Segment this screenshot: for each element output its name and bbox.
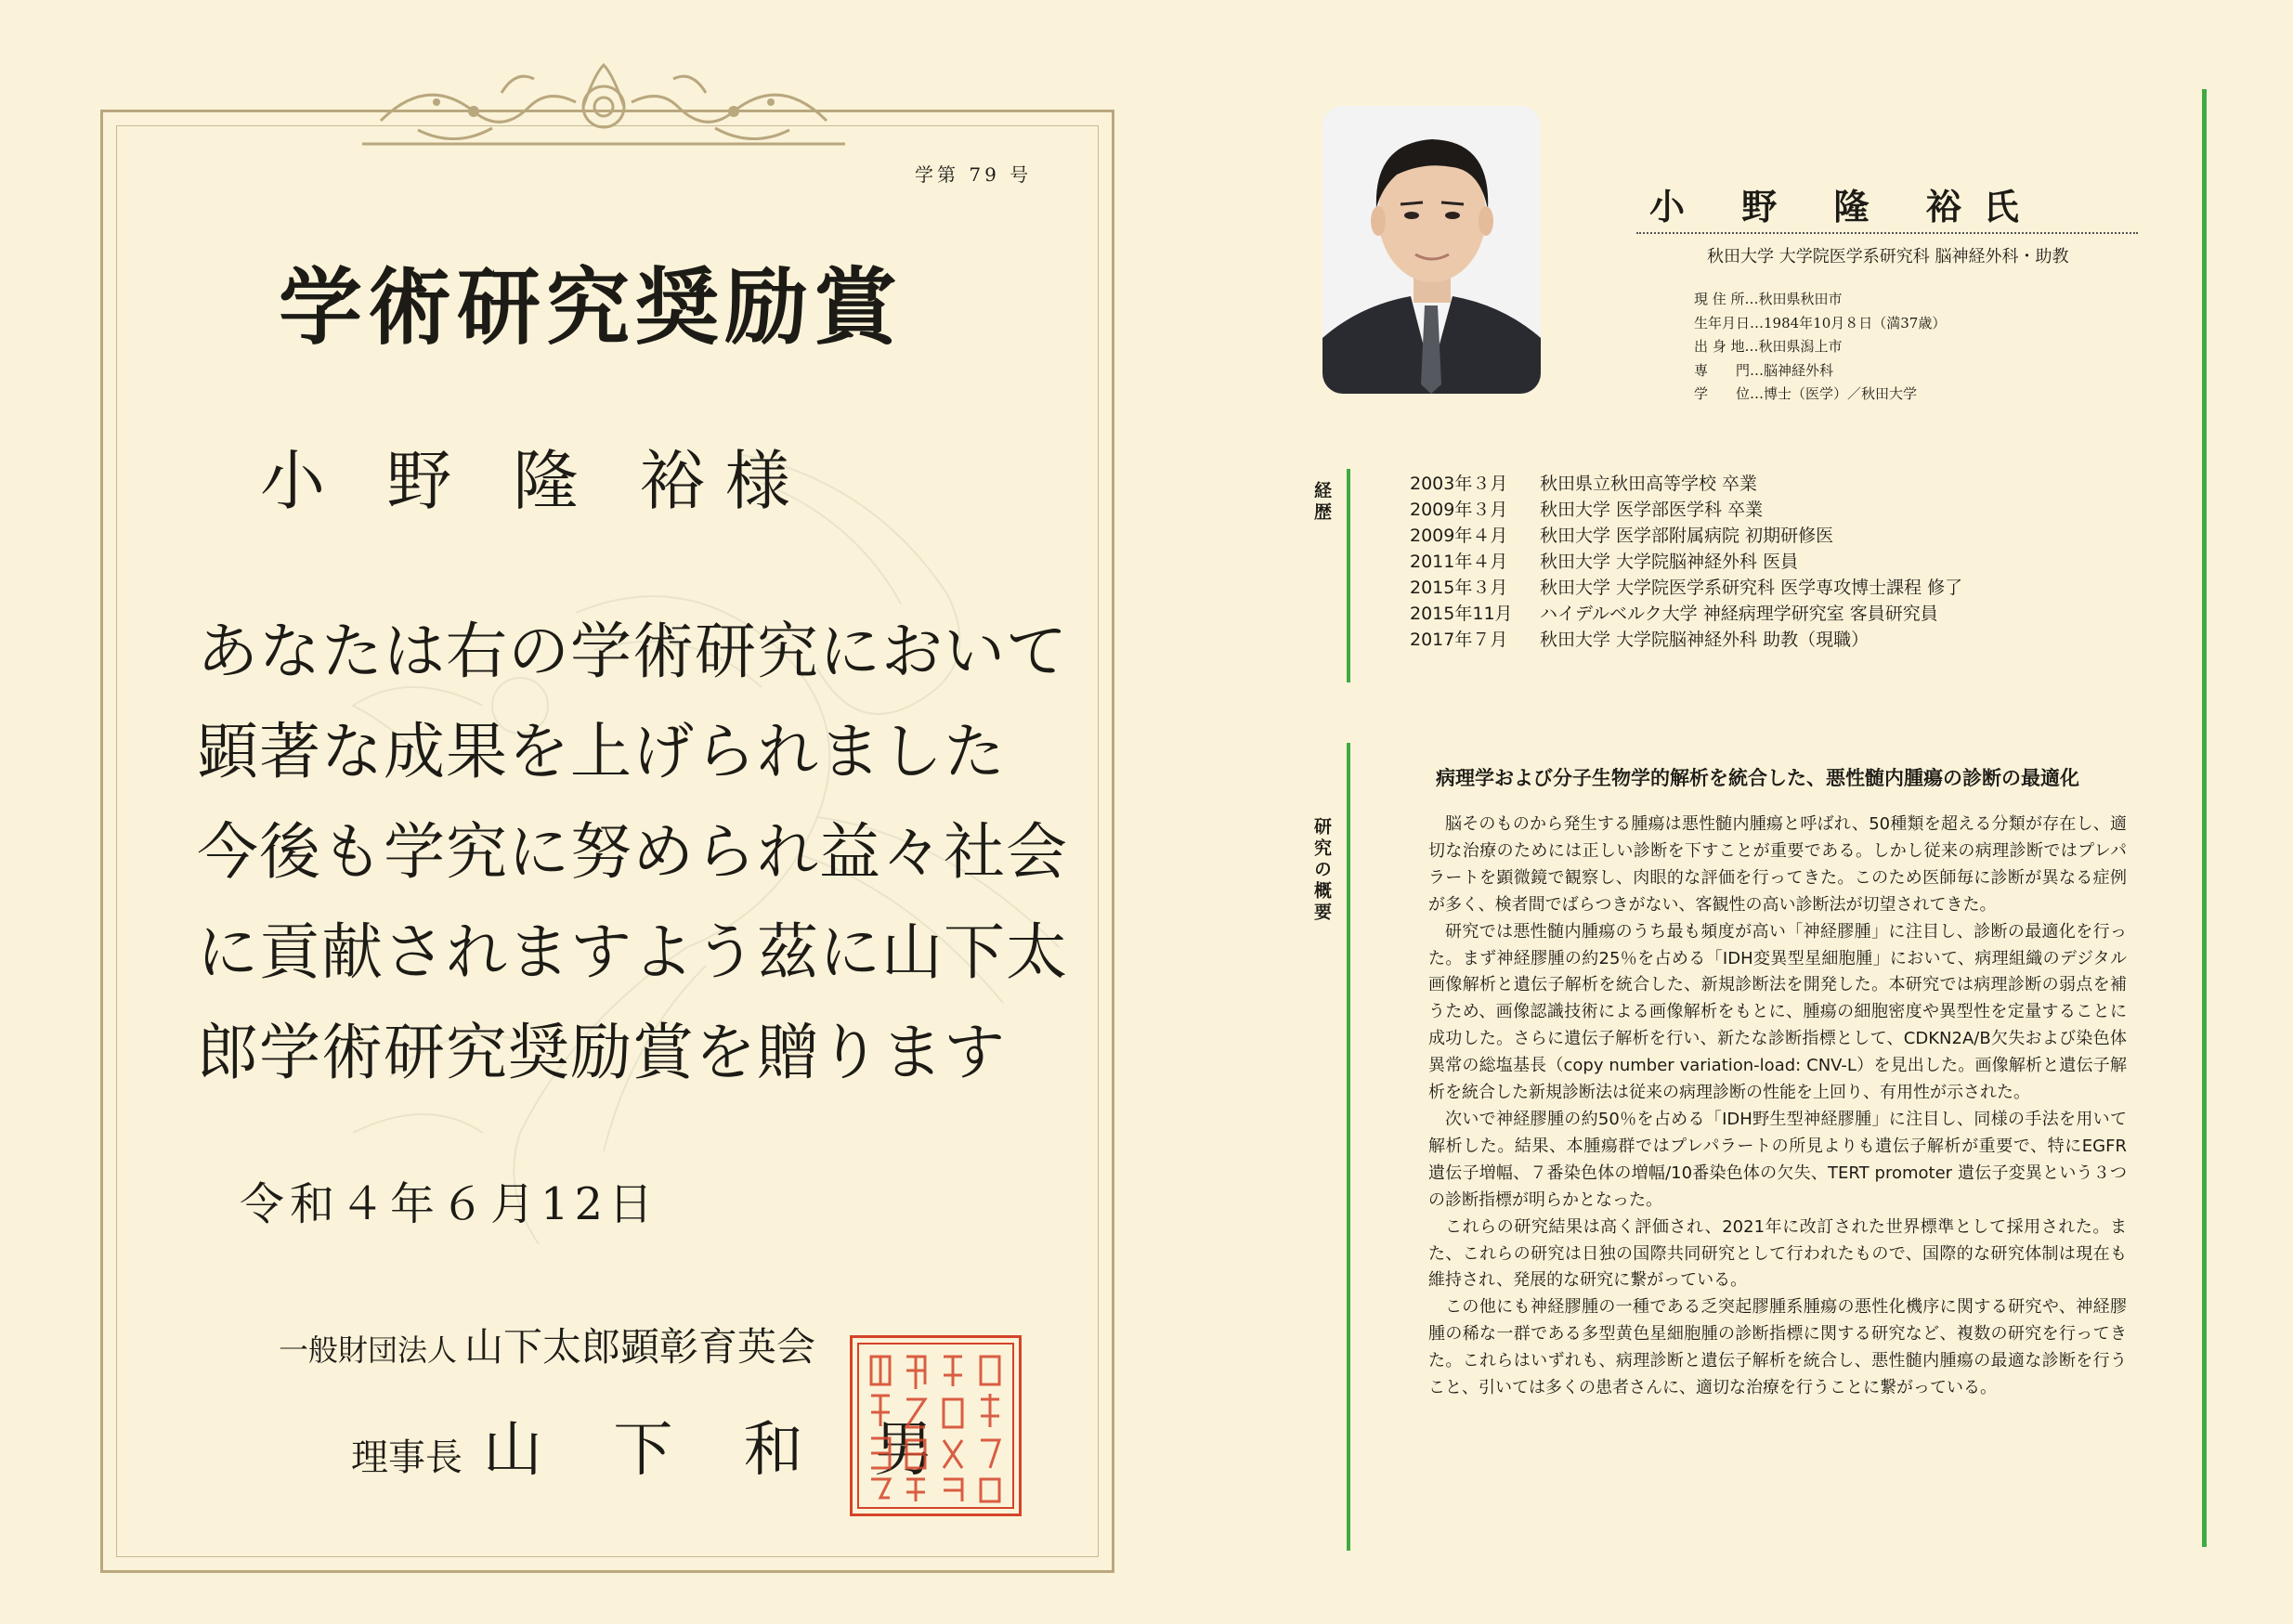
career-row: [1410, 523, 1962, 549]
career-text: 秋田県立秋田高等学校 卒業: [1540, 474, 1758, 494]
chair-name: 山 下 和 男: [483, 1416, 960, 1485]
career-date: 2015年11月: [1410, 604, 1513, 624]
career-text: ハイデルベルク大学 神経病理学研究室 客員研究員: [1540, 604, 1938, 624]
certificate-body: [197, 602, 1068, 1103]
portrait-photo: [1322, 106, 1541, 394]
frame-corner: [100, 1524, 150, 1573]
frame-corner: [1065, 110, 1114, 159]
research-paragraph: これらの研究結果は高く評価され、2021年に改訂された世界標準として採用された。また、これらの研究は日独の国際共同研究として行われたもので、国際的な研究体制は現在も維持され、発展的な研究に繋がっている。: [1428, 1216, 2127, 1291]
career-text: 秋田大学 大学院脳神経外科 医員: [1540, 552, 1799, 572]
org-prefix: 一般財団法人: [279, 1332, 458, 1368]
career-text: 秋田大学 医学部医学科 卒業: [1540, 500, 1764, 520]
floral-ornament: [362, 56, 845, 158]
research-paragraph: 研究では悪性髄内腫瘍のうち最も頻度が高い「神経膠腫」に注目し、診断の最適化を行った。まず神経膠腫の約25％を占める「IDH変異型星細胞腫」において、病理組織のデジタル画像解析と遺伝子解析を統合した、新規診断法を開発した。本研究では病理診断の弱点を補うため、画像認識技術による画像解析をもとに、腫瘍の細胞密度や異型性を定量することに成功した。さらに遺伝子解析を行い、新たな診断指標として、CDKN2A/B欠失および染色体異常の総塩基長（copy number variation-load: CNV-L）を見出した。画像解析と遺伝子解析を統合した新規診断法は従来の病理診断の性能を上回り、有用性が示された。: [1428, 921, 2127, 1103]
fact-row: 学 位…博士（医学）／秋田大学: [1694, 385, 1918, 402]
career-bar: [1347, 469, 1350, 682]
career-date: 2003年３月: [1410, 474, 1508, 494]
award-date: 令和４年６月12日: [240, 1178, 659, 1230]
career-date: 2011年４月: [1410, 552, 1508, 572]
body-line: 今後も学究に努められ益々社会: [197, 816, 1068, 888]
recipient-name: 小 野 隆 裕様: [260, 443, 811, 519]
research-summary: [1428, 812, 2127, 1402]
career-label: 経歴: [1311, 481, 1332, 524]
research-label: 研究の概要: [1311, 817, 1332, 924]
profile-affiliation: 秋田大学 大学院医学系研究科 脳神経外科・助教: [1707, 247, 2069, 266]
official-seal: [850, 1335, 1022, 1516]
research-paragraph: この他にも神経膠腫の一種である乏突起膠腫系腫瘍の悪性化機序に関する研究や、神経膠腫の稀な一群である多型黄色星細胞腫の診断指標に関する研究など、複数の研究を行ってきた。これらはいずれも、病理診断と遺伝子解析を統合し、悪性髄内腫瘍の最適な診断を行うこと、引いては多くの患者さんに、適切な治療を行うことに繋がっている。: [1428, 1297, 2127, 1398]
research-paragraph: 脳そのものから発生する腫瘍は悪性髄内腫瘍と呼ばれ、50種類を超える分類が存在し、適切な治療のためには正しい診断を下すことが重要である。しかし従来の病理診断ではプレパラートを顕微鏡で観察し、肉眼的な評価を行ってきた。このため医師毎に診断が異なる症例が多く、検者間でばらつきがない、客観性の高い診断法が切望されてきた。: [1428, 814, 2127, 915]
research-title: 病理学および分子生物学的解析を統合した、悪性髄内腫瘍の診断の最適化: [1436, 766, 2079, 789]
body-line: あなたは右の学術研究において: [197, 616, 1068, 687]
frame-corner: [100, 110, 150, 159]
fact-row: 出 身 地…秋田県潟上市: [1694, 338, 1843, 355]
career-date: 2015年３月: [1410, 578, 1508, 598]
research-paragraph: 次いで神経膠腫の約50％を占める「IDH野生型神経膠腫」に注目し、同様の手法を用いて解析した。結果、本腫瘍群ではプレパラートの所見よりも遺伝子解析が重要で、特にEGFR 遺伝子増幅、７番染色体の増幅/10番染色体の欠失、TERT promoter 遺伝子変異という３つの診断指標が明らかとなった。: [1428, 1109, 2127, 1210]
seal-stamp-image: [853, 1338, 1019, 1514]
career-row: [1410, 575, 1962, 601]
career-row: [1410, 601, 1962, 627]
frame-corner: [1065, 1524, 1114, 1573]
certificate-title: 学術研究奨励賞: [279, 258, 903, 357]
portrait-image: [1322, 106, 1541, 394]
career-row: [1410, 549, 1962, 575]
certificate-number: 学第 79 号: [915, 163, 1033, 186]
research-bar: [1347, 743, 1350, 1551]
career-text: 秋田大学 医学部附属病院 初期研修医: [1540, 526, 1834, 546]
career-row: [1410, 471, 1962, 497]
body-line: 郎学術研究奨励賞を贈ります: [197, 1017, 1006, 1088]
page-accent-rule: [2202, 89, 2207, 1547]
body-line: に貢献されますよう茲に山下太: [197, 916, 1068, 988]
body-line: 顕著な成果を上げられました: [197, 716, 1006, 787]
career-list: [1410, 471, 1962, 653]
career-row: [1410, 627, 1962, 653]
profile-facts: [1694, 288, 1946, 407]
career-date: 2009年４月: [1410, 526, 1508, 546]
fact-row: 専 門…脳神経外科: [1694, 361, 1834, 379]
profile-name: 小 野 隆 裕氏: [1649, 186, 2041, 227]
issuing-organization: [279, 1317, 815, 1372]
fact-row: 現 住 所…秋田県秋田市: [1694, 291, 1843, 307]
chair-title: 理事長: [351, 1436, 463, 1479]
career-date: 2017年７月: [1410, 630, 1508, 650]
career-text: 秋田大学 大学院医学系研究科 医学専攻博士課程 修了: [1540, 578, 1963, 598]
career-row: [1410, 497, 1962, 523]
name-divider: [1636, 232, 2138, 234]
org-name: 山下太郎顕彰育英会: [464, 1324, 816, 1370]
career-text: 秋田大学 大学院脳神経外科 助教（現職）: [1540, 630, 1870, 650]
fact-row: 生年月日…1984年10月８日（満37歳）: [1694, 314, 1947, 331]
career-date: 2009年３月: [1410, 500, 1508, 520]
